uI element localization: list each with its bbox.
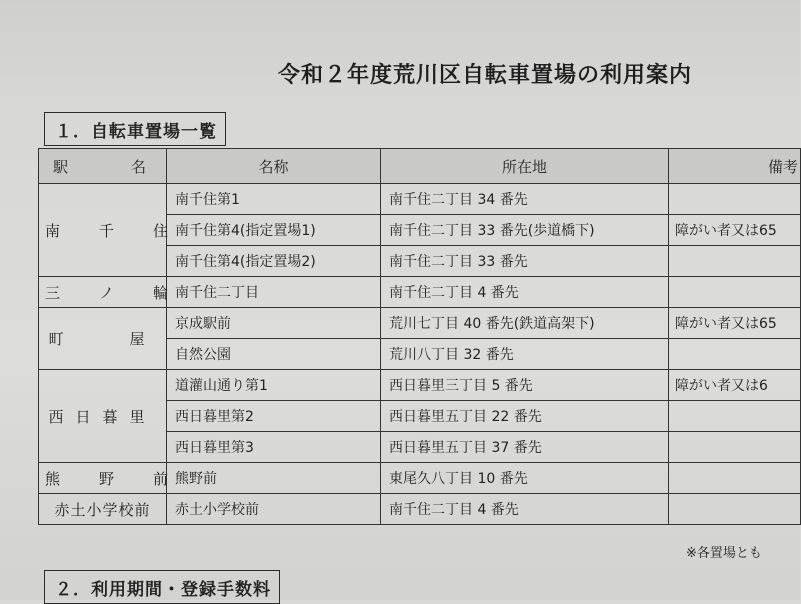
address-cell: 西日暮里五丁目 22 番先 [381,401,669,432]
parking-name-cell: 南千住第4(指定置場1) [167,215,381,246]
table-row [39,494,801,525]
note-cell [669,277,801,308]
note-cell [669,339,801,370]
address-cell: 南千住二丁目 33 番先 [381,246,669,277]
address-cell: 南千住二丁目 4 番先 [381,277,669,308]
parking-name-cell: 南千住第1 [167,184,381,215]
header-station-b: 名 [130,157,146,176]
note-cell [669,494,801,525]
table-row [39,308,801,339]
address-cell: 南千住二丁目 34 番先 [381,184,669,215]
note-cell [669,401,801,432]
header-address: 所在地 [381,149,669,184]
table-row [39,277,801,308]
note-cell: 障がい者又は65 [669,215,801,246]
note-cell [669,246,801,277]
section-heading-2: ２．利用期間・登録手数料 [44,570,280,604]
parking-name-cell: 道灌山通り第1 [167,370,381,401]
parking-name-cell: 赤土小学校前 [167,494,381,525]
note-cell [669,432,801,463]
address-cell: 荒川八丁目 32 番先 [381,339,669,370]
station-cell: 赤土小学校前 [39,494,167,525]
table-row [39,463,801,494]
header-station [39,149,167,184]
note-cell: 障がい者又は6 [669,370,801,401]
station-cell: 西日暮里 [39,370,167,463]
header-station-a: 駅 [53,157,69,176]
address-cell: 西日暮里三丁目 5 番先 [381,370,669,401]
parking-name-cell: 南千住二丁目 [167,277,381,308]
parking-name-cell: 熊野前 [167,463,381,494]
parking-name-cell: 南千住第4(指定置場2) [167,246,381,277]
parking-name-cell: 自然公園 [167,339,381,370]
parking-name-cell: 西日暮里第3 [167,432,381,463]
station-cell: 熊 野 前 [39,463,167,494]
table-header-row [39,149,801,184]
bicycle-parking-table [38,148,801,525]
table-row [39,184,801,215]
address-cell: 西日暮里五丁目 37 番先 [381,432,669,463]
section-heading-1: １．自転車置場一覧 [44,112,226,146]
parking-name-cell: 西日暮里第2 [167,401,381,432]
address-cell: 荒川七丁目 40 番先(鉄道高架下) [381,308,669,339]
address-cell: 南千住二丁目 33 番先(歩道橋下) [381,215,669,246]
note-cell [669,463,801,494]
address-cell: 東尾久八丁目 10 番先 [381,463,669,494]
station-cell: 三 ノ 輪 [39,277,167,308]
header-notes: 備考 [669,149,801,184]
station-cell: 南 千 住 [39,184,167,277]
note-cell: 障がい者又は65 [669,308,801,339]
note-cell [669,184,801,215]
document-title: 令和２年度荒川区自転車置場の利用案内 [278,63,693,88]
address-cell: 南千住二丁目 4 番先 [381,494,669,525]
parking-name-cell: 京成駅前 [167,308,381,339]
station-cell: 町 屋 [39,308,167,370]
table-row [39,370,801,401]
header-name: 名称 [167,149,381,184]
footnote: ※各置場とも [686,546,762,561]
